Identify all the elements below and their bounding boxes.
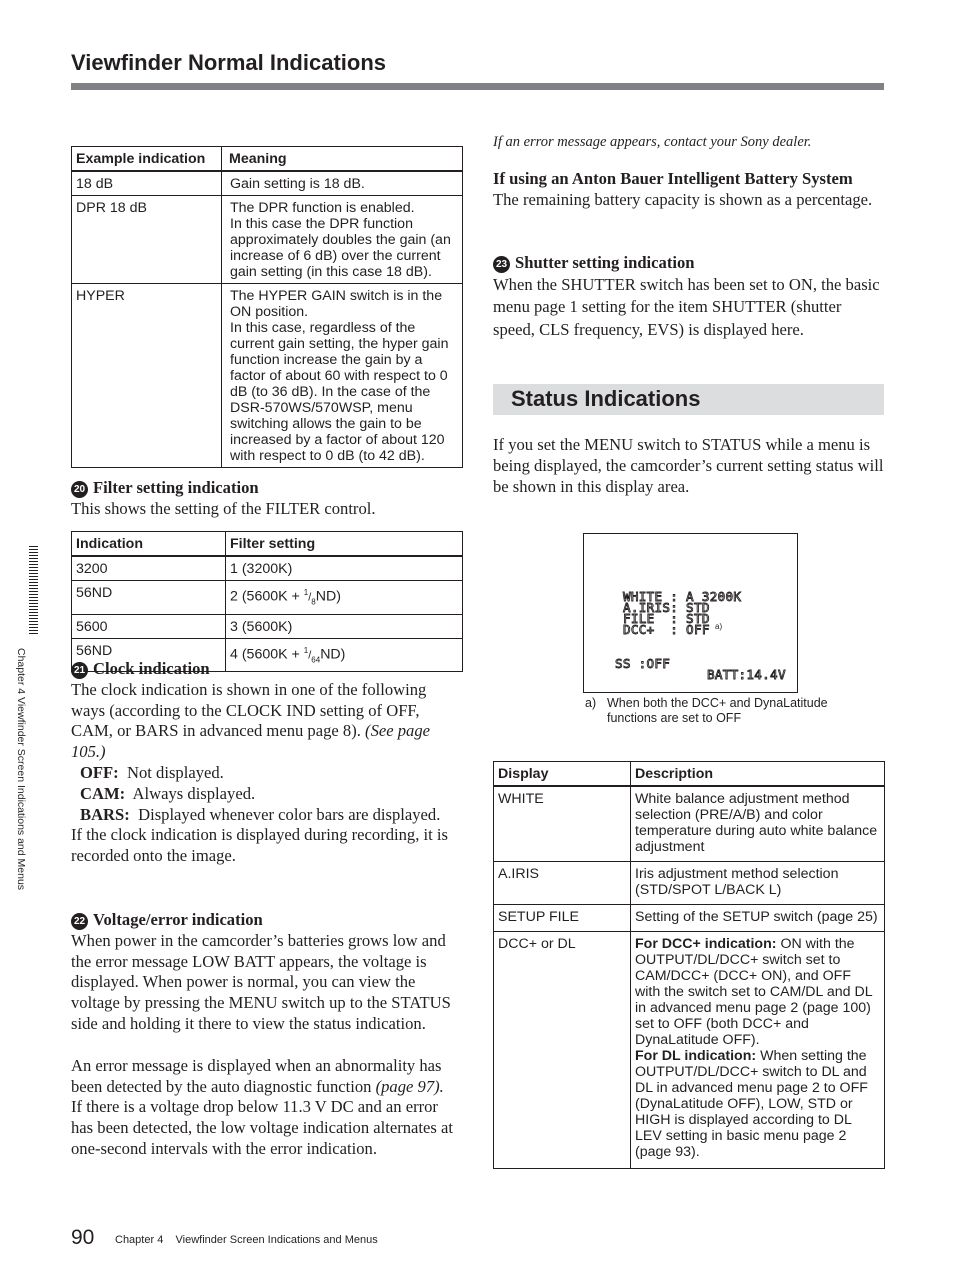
- clock-section: [71, 659, 463, 867]
- filter-setting: 1 (3200K): [226, 556, 463, 581]
- table-row: [494, 932, 885, 1169]
- filter-indication: 56ND: [72, 581, 226, 615]
- clock-body-text: The clock indication is shown in one of the following ways (according to the CLOCK IND setting of OFF, CAM, or BARS in advanced menu page 8).: [71, 679, 427, 741]
- fraction-denominator: 64: [311, 655, 321, 665]
- status-table: [493, 761, 885, 1169]
- clock-heading: [71, 659, 463, 680]
- table-row: [494, 862, 885, 905]
- title-rule: [71, 83, 884, 90]
- clock-note: If the clock indication is displayed during recording, it is recorded onto the image.: [71, 825, 448, 866]
- dl-text: When setting the OUTPUT/DL/DCC+ switch to DL and DL in advanced menu page 2 to OFF (DynaLatitude OFF), LOW, STD or HIGH is displayed according to DL LEV setting in basic menu page 2 (page 93).: [635, 1048, 868, 1160]
- gain-indication: 18 dB: [72, 171, 222, 196]
- filter-table-header-indication: Indication: [72, 532, 226, 557]
- gain-table-header-indication: Example indication: [72, 147, 222, 172]
- number-20-icon: 20: [71, 481, 88, 498]
- gain-table: [71, 146, 463, 468]
- status-line-batt: BATT:14.4V: [707, 667, 786, 682]
- status-desc-cell: [631, 932, 885, 1169]
- chapter-side-label: Chapter 4 Viewfinder Screen Indications and Menus: [15, 648, 27, 891]
- status-display-cell: A.IRIS: [494, 862, 631, 905]
- voltage-title: Voltage/error indication: [93, 910, 263, 929]
- number-22-icon: 22: [71, 913, 88, 930]
- option-term: CAM:: [80, 783, 126, 803]
- option-term: OFF:: [80, 762, 119, 782]
- status-line-iris: A.IRIS: STD: [623, 600, 710, 615]
- gain-meaning-line: In this case, regardless of the current gain setting, the hyper gain function increase the gain by a factor of about 60 with respect to 0 dB (to 36 dB). In the case of the DSR-570WS/570WSP, menu switching allows the gain to be increased by a factor of about 120 with respect to 0 dB (to 42 dB).: [230, 320, 449, 464]
- clock-option: [71, 805, 463, 826]
- filter-setting-text: ND): [315, 588, 341, 605]
- status-desc-cell: Iris adjustment method selection (STD/SPOT L/BACK L): [631, 862, 885, 905]
- footer-chapter: Chapter 4 Viewfinder Screen Indications and Menus: [115, 1234, 378, 1246]
- clock-option: [71, 784, 463, 805]
- filter-table: [71, 531, 463, 672]
- filter-setting-text: 2 (5600K +: [230, 588, 304, 605]
- dl-label: For DL indication:: [635, 1048, 757, 1064]
- gain-meaning: [222, 284, 463, 468]
- voltage-p2-text: If there is a voltage drop below 11.3 V DC and an error has been detected, the low voltage indication alternates at one-second intervals with the error indication.: [71, 1097, 453, 1158]
- gain-table-header-meaning: Meaning: [222, 147, 463, 172]
- filter-indication: 3200: [72, 556, 226, 581]
- gain-indication: HYPER: [72, 284, 222, 468]
- status-display-cell: WHITE: [494, 786, 631, 862]
- clock-title: Clock indication: [93, 659, 210, 678]
- option-desc: Displayed whenever color bars are displayed.: [138, 804, 441, 824]
- gain-meaning-line: Gain setting is 18 dB.: [230, 176, 365, 192]
- fraction-numerator: 1: [303, 588, 309, 597]
- filter-section: [71, 478, 463, 520]
- voltage-page-ref: (page 97).: [375, 1076, 444, 1096]
- filter-table-header-setting: Filter setting: [226, 532, 463, 557]
- page-title: Viewfinder Normal Indications: [71, 50, 386, 75]
- status-display-cell: SETUP FILE: [494, 905, 631, 932]
- filter-heading: [71, 478, 463, 499]
- table-row: [72, 556, 463, 581]
- table-row: [494, 786, 885, 862]
- status-line-dcc: DCC+ : OFF: [623, 622, 710, 637]
- gain-meaning-line: The DPR function is enabled.: [230, 200, 415, 216]
- table-row: [72, 171, 463, 196]
- figure-footnote-text: When both the DCC+ and DynaLatitude functions are set to OFF: [607, 696, 828, 725]
- dcc-text: ON with the OUTPUT/DL/DCC+ switch set to CAM/DCC+ (DCC+ ON), and OFF with the switch set to CAM/DL and DL in advanced menu page 2 (page 100) set to OFF (both DCC+ and DynaLatitude OFF).: [635, 936, 873, 1048]
- status-line-ss: SS :OFF: [615, 656, 671, 671]
- chapter-tab-marker: [29, 546, 38, 636]
- shutter-heading: [493, 253, 885, 274]
- status-heading: Status Indications: [511, 386, 701, 411]
- filter-indication: 56ND: [72, 638, 226, 672]
- voltage-section: [71, 910, 463, 1160]
- filter-title: Filter setting indication: [93, 478, 259, 497]
- filter-setting: 2 $(5600K + ^1/_8ND)$: [226, 581, 463, 615]
- status-display-cell: DCC+ or DL: [494, 932, 631, 1169]
- anton-section: [493, 169, 885, 211]
- voltage-p1: When power in the camcorder’s batteries grows low and the error message LOW BATT appears, the voltage is displayed. When power is normal, you can view the voltage by pressing the MENU switch up to the STATUS side and holding it there to view the status indication.: [71, 930, 451, 1033]
- filter-setting: 3 (5600K): [226, 614, 463, 638]
- sony-dealer-note: If an error message appears, contact your Sony dealer.: [493, 134, 812, 150]
- gain-meaning: [222, 171, 463, 196]
- gain-meaning-line: In this case the DPR function approximately doubles the gain (an increase of 6 dB) over the current gain setting (in this case 18 dB).: [230, 216, 451, 280]
- table-row: [72, 284, 463, 468]
- number-23-icon: 23: [493, 256, 510, 273]
- gain-indication: DPR 18 dB: [72, 196, 222, 284]
- shutter-title: Shutter setting indication: [515, 253, 695, 272]
- shutter-section: [493, 253, 885, 341]
- anton-body: The remaining battery capacity is shown as a percentage.: [493, 189, 873, 209]
- shutter-body: When the SHUTTER switch has been set to ON, the basic menu page 1 setting for the item SHUTTER (shutter speed, CLS frequency, EVS) is displayed here.: [493, 274, 880, 339]
- fraction-numerator: 1: [303, 645, 309, 655]
- figure-footnote-mark: a): [585, 696, 597, 710]
- number-21-icon: 21: [71, 662, 88, 679]
- clock-option: [71, 763, 463, 784]
- table-row: [72, 614, 463, 638]
- anton-heading: If using an Anton Bauer Intelligent Battery System: [493, 169, 853, 188]
- status-line-white: WHITE : A 3200K: [623, 589, 742, 604]
- table-row: [72, 196, 463, 284]
- status-table-header-display: Display: [494, 762, 631, 787]
- status-line-file: FILE : STD: [623, 611, 710, 626]
- gain-meaning-line: The HYPER GAIN switch is in the ON position.: [230, 288, 443, 320]
- filter-setting-text: ND): [320, 646, 346, 663]
- dcc-footnote-mark: a): [715, 622, 723, 631]
- table-row: [494, 905, 885, 932]
- clock-see-ref: (See page 105.): [71, 721, 431, 762]
- fraction-denominator: 8: [311, 597, 316, 607]
- clock-body: [71, 680, 463, 763]
- filter-indication: 5600: [72, 614, 226, 638]
- gain-meaning: [222, 196, 463, 284]
- table-row: [72, 581, 463, 615]
- filter-body: This shows the setting of the FILTER control.: [71, 498, 376, 518]
- filter-setting: 4 $(5600K + ^1/_{64}ND)$: [226, 638, 463, 672]
- option-term: BARS:: [80, 804, 130, 824]
- filter-setting-text: 4 (5600K +: [230, 646, 304, 663]
- option-desc: Not displayed.: [127, 762, 224, 782]
- voltage-p2: [71, 1056, 463, 1160]
- status-desc-cell: Setting of the SETUP switch (page 25): [631, 905, 885, 932]
- status-desc-cell: White balance adjustment method selection (PRE/A/B) and color temperature during auto white balance adjustment: [631, 786, 885, 862]
- dcc-label: For DCC+ indication:: [635, 936, 777, 952]
- voltage-p2-text: An error message is displayed when an abnormality has been detected by the auto diagnostic function: [71, 1055, 442, 1096]
- option-desc: Always displayed.: [132, 783, 256, 803]
- status-table-header-description: Description: [631, 762, 885, 787]
- page-number: 90: [71, 1226, 95, 1249]
- status-body: If you set the MENU switch to STATUS while a menu is being displayed, the camcorder’s current setting status will be shown in this display area.: [493, 435, 884, 496]
- voltage-heading: [71, 910, 463, 931]
